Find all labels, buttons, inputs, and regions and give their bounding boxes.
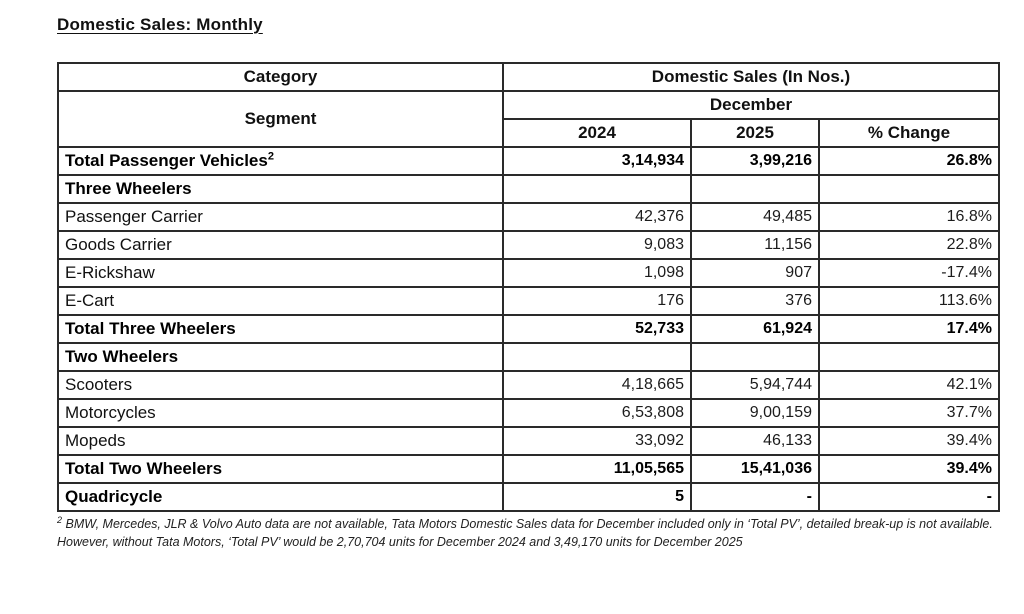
row-label-cell: Goods Carrier (58, 231, 503, 259)
row-2024-cell: 3,14,934 (503, 147, 691, 175)
footnote-superscript: 2 (57, 514, 63, 525)
table-row-e-rickshaw (58, 259, 999, 287)
footnote-text: BMW, Mercedes, JLR & Volvo Auto data are not available, Tata Motors Domestic Sales data for December included only in ‘Total PV’, detailed break-up is not available. However, without Tata Motors, ‘Total PV’ would be 2,70,704 units for December 2024 and 3,49,170 units for December 2025 (57, 517, 993, 549)
row-2024-cell: 176 (503, 287, 691, 315)
row-change-cell (819, 175, 999, 203)
page-title: Domestic Sales: Monthly (57, 15, 263, 34)
row-2025-cell: - (691, 483, 819, 511)
row-2024-cell: 11,05,565 (503, 455, 691, 483)
row-label-cell (58, 147, 503, 175)
row-change-cell: 26.8% (819, 147, 999, 175)
table-row-total-three-wheelers (58, 315, 999, 343)
row-2024-cell: 6,53,808 (503, 399, 691, 427)
row-2025-cell: 61,924 (691, 315, 819, 343)
row-label-cell: Mopeds (58, 427, 503, 455)
row-2025-cell: 49,485 (691, 203, 819, 231)
header-domestic-sales-cell: Domestic Sales (In Nos.) (503, 63, 999, 91)
footnote-marker: 2 (267, 150, 274, 163)
header-month-cell: December (503, 91, 999, 119)
row-2024-cell (503, 343, 691, 371)
table-body (58, 147, 999, 511)
row-label-cell: Motorcycles (58, 399, 503, 427)
row-change-cell: 37.7% (819, 399, 999, 427)
table-row-total-two-wheelers (58, 455, 999, 483)
row-change-cell: -17.4% (819, 259, 999, 287)
row-2024-cell: 9,083 (503, 231, 691, 259)
header-2025-cell: 2025 (691, 119, 819, 147)
row-label-cell: Scooters (58, 371, 503, 399)
table-row-scooters (58, 371, 999, 399)
table-row-goods-carrier (58, 231, 999, 259)
table-row-quadricycle (58, 483, 999, 511)
table-header (58, 63, 999, 147)
domestic-sales-table (57, 62, 1000, 512)
table-row-passenger-carrier (58, 203, 999, 231)
row-label-cell: Quadricycle (58, 483, 503, 511)
row-2024-cell: 5 (503, 483, 691, 511)
row-change-cell: - (819, 483, 999, 511)
row-change-cell: 39.4% (819, 455, 999, 483)
row-change-cell: 113.6% (819, 287, 999, 315)
row-label-cell: E-Cart (58, 287, 503, 315)
row-change-cell: 22.8% (819, 231, 999, 259)
row-2025-cell: 11,156 (691, 231, 819, 259)
row-2025-cell: 15,41,036 (691, 455, 819, 483)
row-label-cell: Passenger Carrier (58, 203, 503, 231)
row-2025-cell: 3,99,216 (691, 147, 819, 175)
footnote (57, 516, 1002, 551)
row-change-cell: 42.1% (819, 371, 999, 399)
row-2024-cell: 33,092 (503, 427, 691, 455)
table-row-total-passenger-vehicles (58, 147, 999, 175)
row-2025-cell (691, 175, 819, 203)
row-label-cell: Three Wheelers (58, 175, 503, 203)
table-row-two-wheelers-section (58, 343, 999, 371)
header-row-category (58, 63, 999, 91)
header-segment-cell: Segment (58, 91, 503, 147)
row-2025-cell (691, 343, 819, 371)
table-row-mopeds (58, 427, 999, 455)
row-2025-cell: 376 (691, 287, 819, 315)
row-2025-cell: 9,00,159 (691, 399, 819, 427)
table-row-motorcycles (58, 399, 999, 427)
row-label-cell: Total Two Wheelers (58, 455, 503, 483)
row-label-cell: E-Rickshaw (58, 259, 503, 287)
row-2024-cell: 1,098 (503, 259, 691, 287)
header-2024-cell: 2024 (503, 119, 691, 147)
row-2025-cell: 907 (691, 259, 819, 287)
row-label-cell: Total Three Wheelers (58, 315, 503, 343)
header-row-segment (58, 91, 999, 119)
row-2024-cell: 4,18,665 (503, 371, 691, 399)
row-change-cell: 39.4% (819, 427, 999, 455)
row-label-text: Total Passenger Vehicles (65, 151, 268, 171)
row-2024-cell: 42,376 (503, 203, 691, 231)
row-label-cell: Two Wheelers (58, 343, 503, 371)
row-2024-cell: 52,733 (503, 315, 691, 343)
row-2025-cell: 5,94,744 (691, 371, 819, 399)
row-change-cell (819, 343, 999, 371)
header-change-cell: % Change (819, 119, 999, 147)
table-row-three-wheelers-section (58, 175, 999, 203)
row-change-cell: 17.4% (819, 315, 999, 343)
row-2024-cell (503, 175, 691, 203)
header-category-cell: Category (58, 63, 503, 91)
row-2025-cell: 46,133 (691, 427, 819, 455)
table-row-e-cart (58, 287, 999, 315)
row-change-cell: 16.8% (819, 203, 999, 231)
